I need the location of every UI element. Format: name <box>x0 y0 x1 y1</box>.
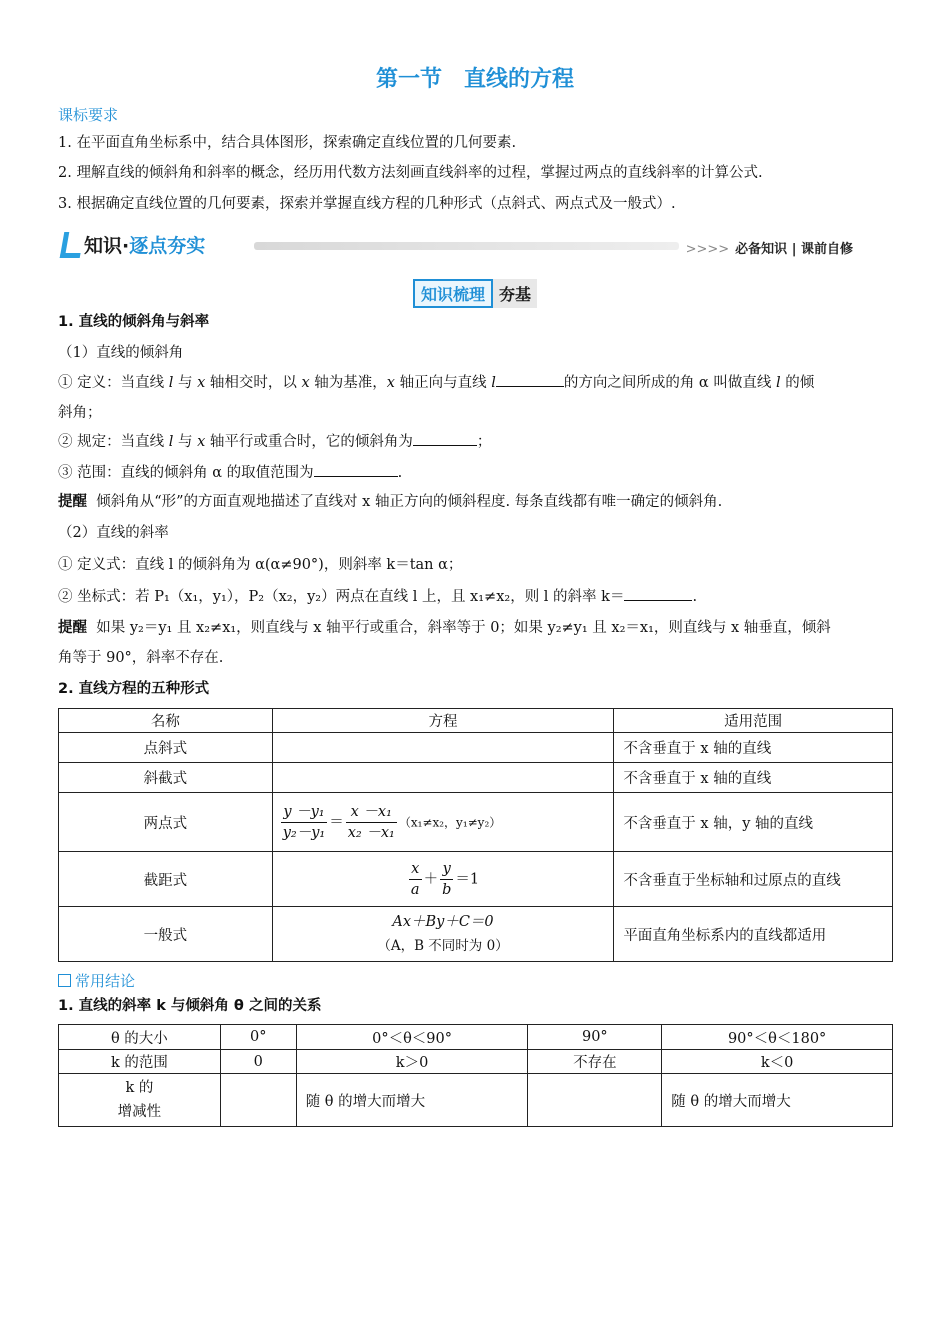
banner-right-a: 必备知识 <box>735 242 788 257</box>
banner-divider-bar <box>254 242 679 250</box>
two-point-equation: $\frac{\text{y －y₁}}{\text{y₂－y₁}}$ ＝ $\frac{\text{x －x₁}}{\text{x₂ －x₁}}$ （x₁≠x₂，y₁≠y₂） <box>272 793 614 852</box>
banner-tag <box>58 230 248 260</box>
subsection-after: 夯基 <box>493 279 537 308</box>
incline-range: ③ 范围：直线的倾斜角 α 的取值范围为 . <box>58 465 403 481</box>
bookmark-icon <box>60 232 85 258</box>
answer-blank <box>413 432 477 446</box>
general-equation: Ax＋By＋C＝0 （A，B 不同时为 0） <box>272 907 614 962</box>
banner-title-b: 逐点夯实 <box>129 235 206 257</box>
tip-1: 提醒 倾斜角从“形”的方面直观地描述了直线对 x 轴正方向的倾斜程度. 每条直线都有唯一确定的倾斜角. <box>58 494 723 510</box>
tip-label: 提醒 <box>58 494 87 510</box>
section-1-heading: 1. 直线的倾斜角与斜率 <box>58 314 210 330</box>
table-row: 截距式 $\frac{x}{a}$ ＋ $\frac{y}{b}$ ＝1 不含垂直于坐标轴和过原点的直线 <box>59 852 893 907</box>
checkbox-square-icon <box>58 974 71 987</box>
intercept-equation: $\frac{x}{a}$ ＋ $\frac{y}{b}$ ＝1 <box>272 852 614 907</box>
incline-rule: ② 规定：当直线 l 与 x 轴平行或重合时，它的倾斜角为 ； <box>58 434 492 450</box>
chevrons-icon: >>>> <box>685 242 730 257</box>
curriculum-item-3: 3. 根据确定直线位置的几何要素，探索并掌握直线方程的几种形式（点斜式、两点式及一般式）. <box>58 196 676 212</box>
curriculum-item-1: 1. 在平面直角坐标系中，结合具体图形，探索确定直线位置的几何要素. <box>58 135 517 151</box>
banner-dot: · <box>122 235 130 257</box>
curriculum-item-2: 2. 理解直线的倾斜角和斜率的概念，经历用代数方法刻画直线斜率的过程，掌握过两点的直线斜率的计算公式. <box>58 165 763 181</box>
banner-title-a: 知识 <box>84 235 123 257</box>
table-row: k 的范围 0 k＞0 不存在 k＜0 <box>59 1050 893 1074</box>
answer-blank <box>624 587 692 601</box>
table-row: θ 的大小 0° 0°＜θ＜90° 90° 90°＜θ＜180° <box>59 1025 893 1050</box>
section-banner <box>58 230 893 262</box>
tip-2: 提醒 如果 y₂＝y₁ 且 x₂≠x₁，则直线与 x 轴平行或重合，斜率等于 0；如果 y₂≠y₁ 且 x₂＝x₁，则直线与 x 轴垂直，倾斜 <box>58 620 831 636</box>
answer-blank <box>496 373 564 387</box>
table-header: 适用范围 <box>614 709 893 733</box>
curriculum-heading: 课标要求 <box>58 106 119 124</box>
banner-sep: | <box>791 242 797 257</box>
tip-2-cont: 角等于 90°，斜率不存在. <box>58 650 224 666</box>
incline-definition-cont: 斜角； <box>58 405 102 421</box>
table-row: k 的 增减性 随 θ 的增大而增大 随 θ 的增大而增大 <box>59 1074 893 1127</box>
answer-blank <box>314 463 398 477</box>
table-row: 一般式 Ax＋By＋C＝0 （A，B 不同时为 0） 平面直角坐标系内的直线都适用 <box>59 907 893 962</box>
conclusions-subheading: 1. 直线的斜率 k 与倾斜角 θ 之间的关系 <box>58 998 322 1014</box>
section-2-heading: 2. 直线方程的五种形式 <box>58 681 210 697</box>
banner-right-b: 课前自修 <box>800 242 853 257</box>
table-header-row <box>59 709 893 733</box>
table-row: 斜截式 不含垂直于 x 轴的直线 <box>59 763 893 793</box>
table-header: 名称 <box>59 709 273 733</box>
page-title: 第一节 直线的方程 <box>375 67 574 92</box>
tip-label: 提醒 <box>58 620 87 636</box>
table-header: 方程 <box>272 709 614 733</box>
slope-coordinate: ② 坐标式：若 P₁（x₁，y₁），P₂（x₂，y₂）两点在直线 l 上，且 x₁≠x₂，则 l 的斜率 k＝ . <box>58 589 698 605</box>
conclusions-heading: 常用结论 <box>58 970 135 991</box>
slope-title: （2）直线的斜率 <box>58 525 169 541</box>
table-row: 点斜式 不含垂直于 x 轴的直线 <box>59 733 893 763</box>
subsection-heading <box>0 279 950 308</box>
subsection-boxed: 知识梳理 <box>413 279 493 308</box>
incline-definition: ① 定义：当直线 l 与 x 轴相交时，以 x 轴为基准，x 轴正向与直线 l 的方向之间所成的角 α 叫做直线 l 的倾 <box>58 375 815 391</box>
incline-title: （1）直线的倾斜角 <box>58 345 184 361</box>
table-row: 两点式 $\frac{\text{y －y₁}}{\text{y₂－y₁}}$ ＝ $\frac{\text{x －x₁}}{\text{x₂ －x₁}}$ （x₁≠x₂，y₁≠y₂） 不含垂直于 x 轴，y 轴的直线 <box>59 793 893 852</box>
slope-definition: ① 定义式：直线 l 的倾斜角为 α(α≠90°)，则斜率 k＝tan α； <box>58 557 463 573</box>
slope-angle-table <box>58 1024 893 1127</box>
line-forms-table <box>58 708 893 962</box>
